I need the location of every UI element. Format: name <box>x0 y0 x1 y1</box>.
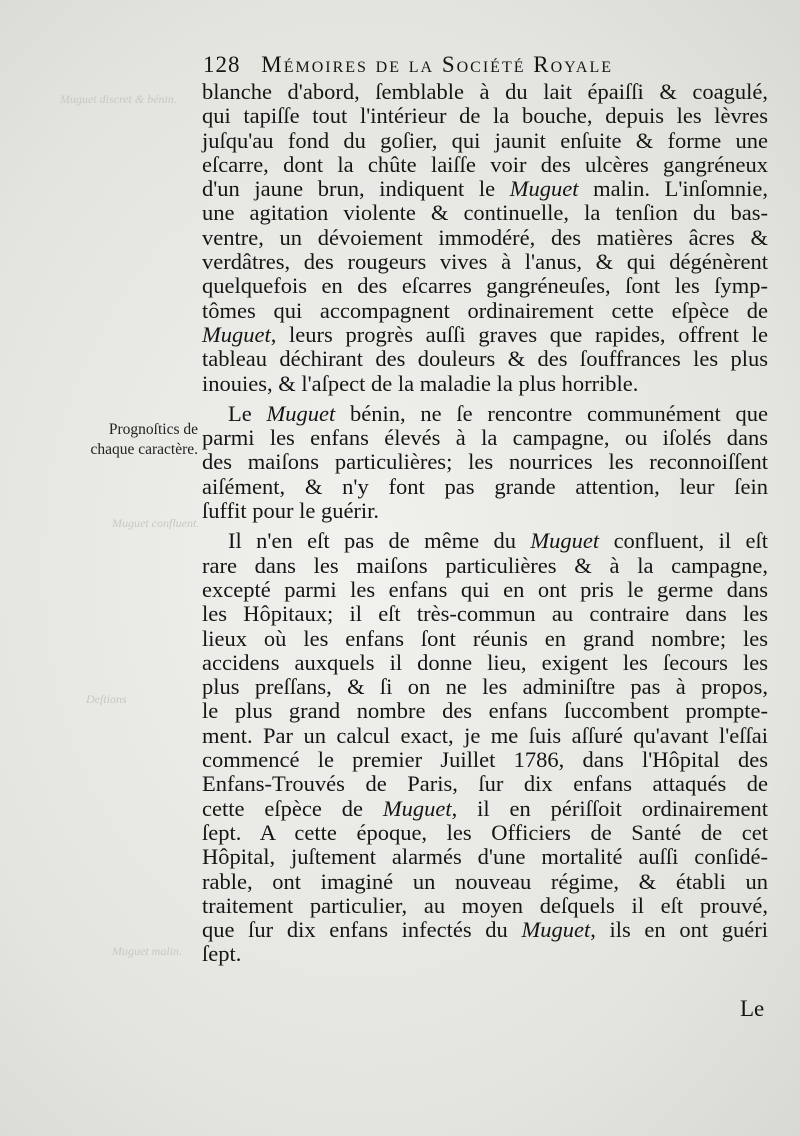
text-line: commencé le premier Juillet 1786, dans l'Hôpital des <box>202 747 768 773</box>
text-line: rare dans les maiſons particulières & à la campagne, <box>202 552 768 578</box>
text-line: Il n'en eſt pas de même du Muguet confluent, il eſt <box>228 528 768 554</box>
text-line: une agitation violente & continuelle, la tenſion du bas- <box>202 200 768 226</box>
italic-term: Muguet <box>202 321 271 347</box>
marginal-note-line: Prognoſtics de <box>108 421 198 438</box>
text-line: Enfans-Trouvés de Paris, ſur dix enfans attaqués de <box>202 771 768 797</box>
text-line: parmi les enfans élevés à la campagne, ou iſolés dans <box>202 425 768 451</box>
text-line: que ſur dix enfans infectés du Muguet, ils en ont guéri <box>202 917 768 943</box>
italic-term: Muguet <box>521 917 591 943</box>
running-title: Mémoires de la Société Royale <box>261 52 614 77</box>
text-line: ſept. <box>202 941 242 967</box>
bleed-through-3: Deſtions <box>86 692 127 706</box>
text-line: tômes qui accompagnent ordinairement cette eſpèce de <box>202 297 768 323</box>
text-line: rable, ont imaginé un nouveau régime, & établi un <box>202 868 768 894</box>
text-line: inouies, & l'aſpect de la maladie la plus horrible. <box>202 370 639 396</box>
italic-term: Muguet <box>509 176 579 202</box>
page-number: 128 <box>203 52 241 77</box>
text-line: Muguet, leurs progrès auſſi graves que rapides, offrent le <box>202 321 768 347</box>
text-line: cette eſpèce de Muguet, il en périſſoit ordinairement <box>202 795 768 821</box>
text-line: Le Muguet bénin, ne ſe rencontre communément que <box>228 400 768 426</box>
text-line: les Hôpitaux; il eſt très-commun au contraire dans les <box>202 601 768 627</box>
bleed-through-1: Muguet discret & bénin. <box>60 92 177 106</box>
running-header <box>203 52 733 78</box>
text-line: excepté parmi les enfans qui en ont pris le germe dans <box>202 576 768 602</box>
text-line: eſcarre, dont la chûte laiſſe voir des ulcères gangréneux <box>202 151 768 177</box>
text-line: des maiſons particulières; les nourrices les reconnoiſſent <box>202 449 768 475</box>
text-line: d'un jaune brun, indiquent le Muguet malin. L'inſomnie, <box>202 176 769 202</box>
text-line: tableau déchirant des douleurs & des ſouffrances les plus <box>202 346 768 372</box>
text-line: quelquefois en des eſcarres gangréneuſes, ſont les ſymp- <box>202 273 768 299</box>
text-line: ſuffit pour le guérir. <box>202 498 380 524</box>
text-line: juſqu'au fond du goſier, qui jaunit enſuite & forme une <box>202 127 768 153</box>
text-line: Hôpital, juſtement alarmés d'une mortalité auſſi conſidé- <box>202 844 768 870</box>
text-line: plus preſſans, & ſi on ne les adminiſtre pas à propos, <box>202 674 768 700</box>
italic-term: Muguet <box>266 400 336 426</box>
marginal-note-line: chaque caractère. <box>90 441 198 458</box>
bleed-through-4: Muguet malin. <box>112 944 182 958</box>
text-line: blanche d'abord, ſemblable à du lait épaiſſi & coagulé, <box>202 79 768 104</box>
text-line: le plus grand nombre des enfans ſuccombent prompte- <box>202 698 768 724</box>
text-line: qui tapiſſe tout l'intérieur de la bouche, depuis les lèvres <box>202 103 768 129</box>
catchword: Le <box>740 996 765 1021</box>
text-line: aiſément, & n'y font pas grande attention, leur ſein <box>202 473 768 499</box>
body-text <box>202 80 768 967</box>
bleed-through-2: Muguet confluent. <box>112 516 200 530</box>
italic-term: Muguet <box>530 528 600 554</box>
text-line: ſept. A cette époque, les Officiers de Santé de cet <box>202 819 768 845</box>
text-line: ment. Par un calcul exact, je me ſuis aſſuré qu'avant l'eſſai <box>202 722 768 748</box>
text-line: accidens auxquels il donne lieu, exigent les ſecours les <box>202 649 768 675</box>
text-line: lieux où les enfans ſont réunis en grand nombre; les <box>202 625 768 651</box>
text-line: ventre, un dévoiement immodéré, des matières âcres & <box>202 224 768 250</box>
marginal-note <box>78 420 198 460</box>
text-line: verdâtres, des rougeurs vives à l'anus, & qui dégénèrent <box>202 249 768 275</box>
text-line: traitement particulier, au moyen deſquels il eſt prouvé, <box>202 892 768 918</box>
italic-term: Muguet <box>382 795 452 821</box>
